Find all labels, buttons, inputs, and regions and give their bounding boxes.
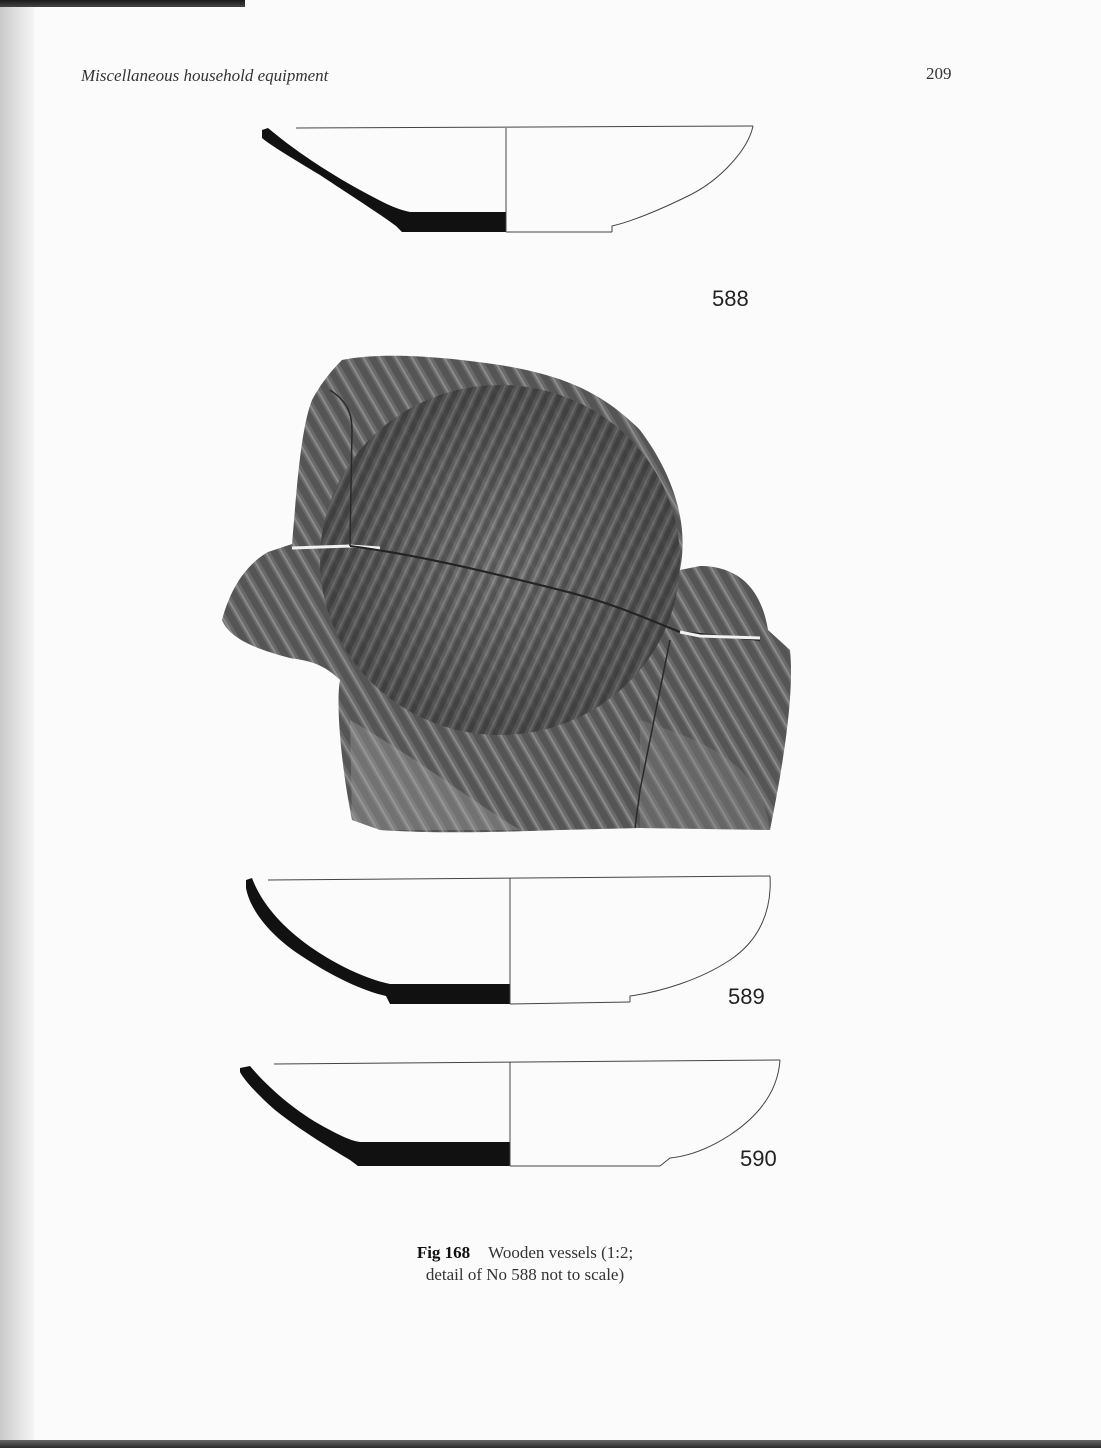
caption-text-1: Wooden vessels (1:2; bbox=[488, 1243, 634, 1262]
page-number: 209 bbox=[926, 64, 952, 83]
vessel-label-589: 589 bbox=[728, 984, 765, 1009]
caption-line-2: detail of No 588 not to scale) bbox=[425, 1265, 625, 1284]
running-head: Miscellaneous household equipment bbox=[81, 66, 329, 85]
figure-label: Fig 168 bbox=[416, 1243, 471, 1262]
vessel-label-590: 590 bbox=[740, 1146, 777, 1171]
caption-line-1 bbox=[360, 1242, 690, 1264]
figure-caption bbox=[360, 1242, 690, 1286]
vessel-label-588: 588 bbox=[712, 286, 749, 311]
